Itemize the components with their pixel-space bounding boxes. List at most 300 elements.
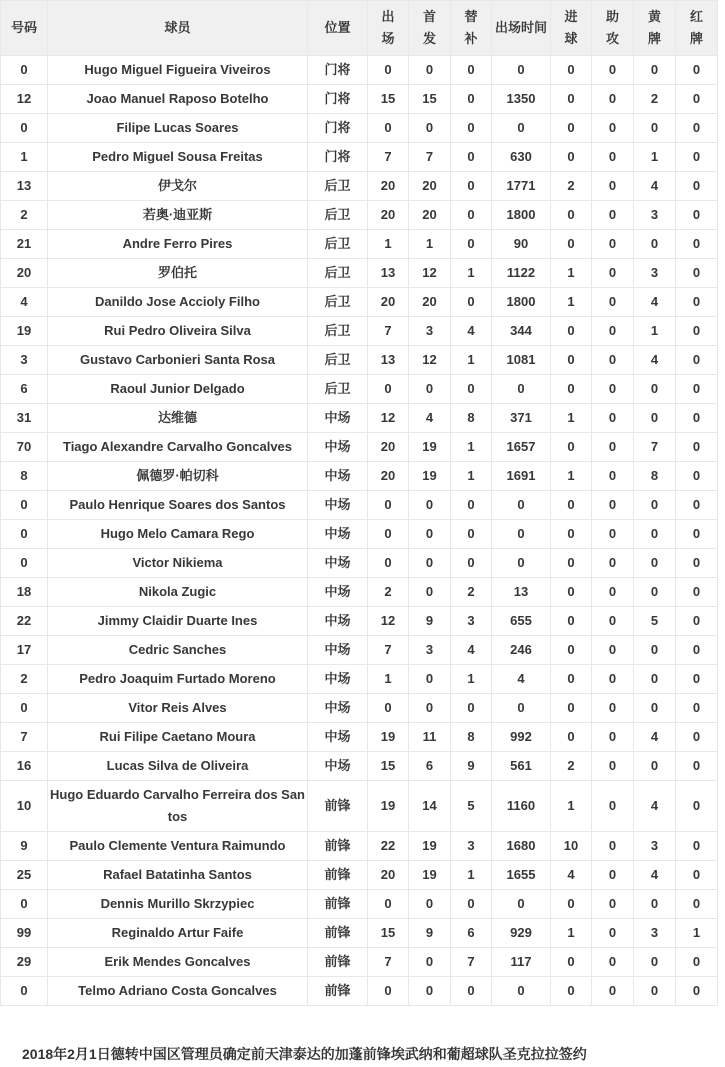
cell-goals: 0 <box>551 114 592 143</box>
cell-goals: 0 <box>551 578 592 607</box>
cell-yellow-cards: 0 <box>634 948 676 977</box>
cell-starts: 11 <box>409 723 451 752</box>
cell-position: 中场 <box>308 723 368 752</box>
cell-red-cards: 0 <box>676 607 718 636</box>
cell-starts: 3 <box>409 317 451 346</box>
cell-appearances: 20 <box>368 201 409 230</box>
cell-yellow-cards: 0 <box>634 491 676 520</box>
cell-player: Hugo Melo Camara Rego <box>48 520 308 549</box>
cell-player: 达维德 <box>48 404 308 433</box>
cell-position: 中场 <box>308 636 368 665</box>
cell-goals: 0 <box>551 317 592 346</box>
cell-number: 17 <box>1 636 48 665</box>
cell-position: 后卫 <box>308 317 368 346</box>
cell-position: 后卫 <box>308 201 368 230</box>
cell-sub: 0 <box>451 375 492 404</box>
cell-starts: 12 <box>409 259 451 288</box>
cell-red-cards: 0 <box>676 977 718 1006</box>
cell-sub: 6 <box>451 919 492 948</box>
cell-appearances: 15 <box>368 919 409 948</box>
cell-goals: 0 <box>551 890 592 919</box>
cell-sub: 0 <box>451 288 492 317</box>
cell-position: 前锋 <box>308 948 368 977</box>
cell-minutes: 117 <box>492 948 551 977</box>
cell-yellow-cards: 0 <box>634 694 676 723</box>
cell-minutes: 0 <box>492 114 551 143</box>
cell-minutes: 992 <box>492 723 551 752</box>
cell-sub: 0 <box>451 85 492 114</box>
cell-position: 门将 <box>308 143 368 172</box>
cell-assists: 0 <box>592 549 634 578</box>
cell-red-cards: 0 <box>676 346 718 375</box>
column-header-starts <box>409 1 451 56</box>
cell-number: 12 <box>1 85 48 114</box>
table-row <box>1 172 718 201</box>
table-row <box>1 491 718 520</box>
cell-sub: 0 <box>451 201 492 230</box>
cell-player: Reginaldo Artur Faife <box>48 919 308 948</box>
cell-starts: 20 <box>409 288 451 317</box>
cell-minutes: 4 <box>492 665 551 694</box>
cell-position: 中场 <box>308 433 368 462</box>
cell-player: Paulo Clemente Ventura Raimundo <box>48 832 308 861</box>
cell-sub: 0 <box>451 694 492 723</box>
column-header-label: 红牌 <box>689 9 703 46</box>
header-row <box>1 1 718 56</box>
cell-sub: 1 <box>451 346 492 375</box>
cell-starts: 19 <box>409 832 451 861</box>
cell-yellow-cards: 4 <box>634 861 676 890</box>
cell-sub: 1 <box>451 665 492 694</box>
cell-minutes: 1081 <box>492 346 551 375</box>
cell-number: 4 <box>1 288 48 317</box>
cell-yellow-cards: 0 <box>634 752 676 781</box>
cell-assists: 0 <box>592 578 634 607</box>
cell-position: 中场 <box>308 549 368 578</box>
table-row <box>1 977 718 1006</box>
cell-number: 22 <box>1 607 48 636</box>
cell-number: 13 <box>1 172 48 201</box>
cell-player: 佩德罗·帕切科 <box>48 462 308 491</box>
cell-assists: 0 <box>592 346 634 375</box>
cell-starts: 0 <box>409 520 451 549</box>
cell-goals: 0 <box>551 607 592 636</box>
cell-minutes: 1800 <box>492 201 551 230</box>
cell-goals: 0 <box>551 375 592 404</box>
table-row <box>1 56 718 85</box>
cell-sub: 0 <box>451 143 492 172</box>
cell-sub: 3 <box>451 607 492 636</box>
cell-minutes: 1680 <box>492 832 551 861</box>
cell-sub: 0 <box>451 230 492 259</box>
cell-minutes: 0 <box>492 694 551 723</box>
cell-goals: 0 <box>551 723 592 752</box>
cell-yellow-cards: 0 <box>634 114 676 143</box>
cell-appearances: 7 <box>368 143 409 172</box>
cell-sub: 0 <box>451 491 492 520</box>
cell-minutes: 0 <box>492 56 551 85</box>
cell-appearances: 19 <box>368 723 409 752</box>
cell-starts: 20 <box>409 201 451 230</box>
cell-red-cards: 0 <box>676 462 718 491</box>
cell-number: 0 <box>1 520 48 549</box>
cell-red-cards: 0 <box>676 520 718 549</box>
cell-starts: 4 <box>409 404 451 433</box>
cell-player: Filipe Lucas Soares <box>48 114 308 143</box>
cell-number: 0 <box>1 56 48 85</box>
cell-goals: 0 <box>551 433 592 462</box>
cell-minutes: 246 <box>492 636 551 665</box>
cell-number: 25 <box>1 861 48 890</box>
cell-minutes: 929 <box>492 919 551 948</box>
cell-goals: 0 <box>551 56 592 85</box>
table-row <box>1 861 718 890</box>
cell-assists: 0 <box>592 919 634 948</box>
cell-sub: 2 <box>451 578 492 607</box>
cell-position: 后卫 <box>308 288 368 317</box>
cell-goals: 2 <box>551 172 592 201</box>
cell-yellow-cards: 5 <box>634 607 676 636</box>
cell-minutes: 0 <box>492 977 551 1006</box>
column-header-yellow-cards <box>634 1 676 56</box>
cell-player: Pedro Miguel Sousa Freitas <box>48 143 308 172</box>
cell-red-cards: 0 <box>676 259 718 288</box>
cell-minutes: 561 <box>492 752 551 781</box>
cell-appearances: 0 <box>368 491 409 520</box>
cell-appearances: 0 <box>368 520 409 549</box>
column-header-position: 位置 <box>308 1 368 56</box>
cell-minutes: 630 <box>492 143 551 172</box>
cell-yellow-cards: 2 <box>634 85 676 114</box>
cell-number: 3 <box>1 346 48 375</box>
cell-player: Rui Filipe Caetano Moura <box>48 723 308 752</box>
table-row <box>1 201 718 230</box>
cell-sub: 5 <box>451 781 492 832</box>
cell-red-cards: 0 <box>676 832 718 861</box>
cell-yellow-cards: 0 <box>634 636 676 665</box>
cell-position: 前锋 <box>308 832 368 861</box>
cell-sub: 7 <box>451 948 492 977</box>
cell-starts: 6 <box>409 752 451 781</box>
cell-position: 中场 <box>308 520 368 549</box>
cell-starts: 0 <box>409 977 451 1006</box>
cell-red-cards: 0 <box>676 578 718 607</box>
cell-appearances: 7 <box>368 636 409 665</box>
cell-player: Pedro Joaquim Furtado Moreno <box>48 665 308 694</box>
cell-appearances: 12 <box>368 607 409 636</box>
cell-starts: 9 <box>409 607 451 636</box>
cell-position: 后卫 <box>308 346 368 375</box>
cell-starts: 0 <box>409 890 451 919</box>
cell-appearances: 0 <box>368 694 409 723</box>
cell-starts: 19 <box>409 433 451 462</box>
cell-player: Nikola Zugic <box>48 578 308 607</box>
cell-assists: 0 <box>592 317 634 346</box>
cell-number: 18 <box>1 578 48 607</box>
cell-minutes: 0 <box>492 375 551 404</box>
cell-position: 中场 <box>308 694 368 723</box>
cell-yellow-cards: 0 <box>634 375 676 404</box>
cell-minutes: 1771 <box>492 172 551 201</box>
cell-number: 21 <box>1 230 48 259</box>
cell-goals: 1 <box>551 919 592 948</box>
cell-position: 门将 <box>308 56 368 85</box>
cell-appearances: 20 <box>368 433 409 462</box>
cell-starts: 19 <box>409 861 451 890</box>
cell-appearances: 7 <box>368 317 409 346</box>
cell-sub: 0 <box>451 549 492 578</box>
cell-yellow-cards: 4 <box>634 172 676 201</box>
cell-assists: 0 <box>592 201 634 230</box>
cell-yellow-cards: 0 <box>634 578 676 607</box>
cell-position: 前锋 <box>308 919 368 948</box>
cell-appearances: 20 <box>368 172 409 201</box>
cell-red-cards: 0 <box>676 433 718 462</box>
cell-position: 中场 <box>308 578 368 607</box>
cell-yellow-cards: 3 <box>634 259 676 288</box>
cell-sub: 0 <box>451 172 492 201</box>
cell-appearances: 7 <box>368 948 409 977</box>
cell-position: 后卫 <box>308 259 368 288</box>
table-row <box>1 781 718 832</box>
cell-position: 后卫 <box>308 172 368 201</box>
cell-yellow-cards: 0 <box>634 56 676 85</box>
table-row <box>1 259 718 288</box>
cell-position: 后卫 <box>308 375 368 404</box>
table-row <box>1 433 718 462</box>
cell-red-cards: 0 <box>676 85 718 114</box>
cell-sub: 0 <box>451 114 492 143</box>
cell-goals: 0 <box>551 694 592 723</box>
cell-minutes: 0 <box>492 890 551 919</box>
cell-starts: 12 <box>409 346 451 375</box>
column-header-goals <box>551 1 592 56</box>
table-row <box>1 230 718 259</box>
cell-sub: 4 <box>451 317 492 346</box>
cell-starts: 3 <box>409 636 451 665</box>
column-header-label: 助攻 <box>605 9 619 46</box>
cell-player: Rui Pedro Oliveira Silva <box>48 317 308 346</box>
cell-player: Tiago Alexandre Carvalho Goncalves <box>48 433 308 462</box>
cell-appearances: 0 <box>368 114 409 143</box>
cell-player: Jimmy Claidir Duarte Ines <box>48 607 308 636</box>
cell-red-cards: 0 <box>676 404 718 433</box>
cell-appearances: 20 <box>368 861 409 890</box>
cell-number: 0 <box>1 890 48 919</box>
cell-sub: 0 <box>451 977 492 1006</box>
cell-assists: 0 <box>592 375 634 404</box>
cell-red-cards: 0 <box>676 890 718 919</box>
cell-appearances: 22 <box>368 832 409 861</box>
cell-position: 中场 <box>308 491 368 520</box>
cell-assists: 0 <box>592 114 634 143</box>
cell-position: 前锋 <box>308 861 368 890</box>
table-row <box>1 607 718 636</box>
cell-appearances: 0 <box>368 375 409 404</box>
column-header-appearances <box>368 1 409 56</box>
cell-starts: 14 <box>409 781 451 832</box>
cell-yellow-cards: 4 <box>634 288 676 317</box>
cell-appearances: 1 <box>368 665 409 694</box>
cell-starts: 1 <box>409 230 451 259</box>
cell-number: 70 <box>1 433 48 462</box>
cell-appearances: 0 <box>368 56 409 85</box>
cell-number: 8 <box>1 462 48 491</box>
table-row <box>1 890 718 919</box>
table-row <box>1 948 718 977</box>
cell-player: Paulo Henrique Soares dos Santos <box>48 491 308 520</box>
cell-goals: 4 <box>551 861 592 890</box>
cell-starts: 15 <box>409 85 451 114</box>
cell-minutes: 1800 <box>492 288 551 317</box>
cell-player: Dennis Murillo Skrzypiec <box>48 890 308 919</box>
cell-yellow-cards: 0 <box>634 520 676 549</box>
cell-goals: 0 <box>551 201 592 230</box>
column-header-label: 首发 <box>422 9 436 46</box>
cell-minutes: 1657 <box>492 433 551 462</box>
cell-sub: 0 <box>451 520 492 549</box>
cell-sub: 3 <box>451 832 492 861</box>
table-row <box>1 404 718 433</box>
cell-minutes: 90 <box>492 230 551 259</box>
cell-yellow-cards: 4 <box>634 346 676 375</box>
cell-minutes: 1691 <box>492 462 551 491</box>
cell-goals: 0 <box>551 549 592 578</box>
cell-number: 0 <box>1 491 48 520</box>
table-row <box>1 462 718 491</box>
cell-assists: 0 <box>592 259 634 288</box>
cell-number: 31 <box>1 404 48 433</box>
cell-red-cards: 0 <box>676 723 718 752</box>
cell-position: 中场 <box>308 665 368 694</box>
cell-player: 伊戈尔 <box>48 172 308 201</box>
cell-goals: 0 <box>551 230 592 259</box>
cell-red-cards: 0 <box>676 549 718 578</box>
cell-red-cards: 0 <box>676 948 718 977</box>
cell-position: 中场 <box>308 752 368 781</box>
cell-red-cards: 0 <box>676 375 718 404</box>
cell-sub: 1 <box>451 462 492 491</box>
cell-goals: 0 <box>551 85 592 114</box>
cell-assists: 0 <box>592 491 634 520</box>
footer-note: 2018年2月1日德转中国区管理员确定前天津泰达的加蓬前锋埃武纳和葡超球队圣克拉拉签约 <box>22 1046 587 1062</box>
cell-yellow-cards: 3 <box>634 832 676 861</box>
cell-assists: 0 <box>592 665 634 694</box>
table-row <box>1 832 718 861</box>
cell-appearances: 19 <box>368 781 409 832</box>
cell-assists: 0 <box>592 636 634 665</box>
cell-assists: 0 <box>592 288 634 317</box>
column-header-assists <box>592 1 634 56</box>
cell-red-cards: 0 <box>676 636 718 665</box>
cell-minutes: 1655 <box>492 861 551 890</box>
cell-starts: 19 <box>409 462 451 491</box>
cell-red-cards: 0 <box>676 143 718 172</box>
cell-sub: 4 <box>451 636 492 665</box>
cell-starts: 0 <box>409 491 451 520</box>
cell-appearances: 0 <box>368 977 409 1006</box>
cell-starts: 0 <box>409 665 451 694</box>
column-header-label: 黄牌 <box>647 9 661 46</box>
cell-yellow-cards: 4 <box>634 781 676 832</box>
cell-red-cards: 0 <box>676 317 718 346</box>
cell-goals: 0 <box>551 665 592 694</box>
cell-minutes: 0 <box>492 549 551 578</box>
cell-yellow-cards: 0 <box>634 549 676 578</box>
cell-assists: 0 <box>592 861 634 890</box>
cell-assists: 0 <box>592 85 634 114</box>
cell-appearances: 12 <box>368 404 409 433</box>
cell-yellow-cards: 3 <box>634 201 676 230</box>
cell-sub: 9 <box>451 752 492 781</box>
cell-yellow-cards: 8 <box>634 462 676 491</box>
cell-number: 2 <box>1 201 48 230</box>
cell-assists: 0 <box>592 723 634 752</box>
cell-starts: 0 <box>409 114 451 143</box>
cell-red-cards: 0 <box>676 781 718 832</box>
cell-yellow-cards: 4 <box>634 723 676 752</box>
cell-assists: 0 <box>592 948 634 977</box>
cell-assists: 0 <box>592 832 634 861</box>
cell-assists: 0 <box>592 462 634 491</box>
cell-appearances: 2 <box>368 578 409 607</box>
cell-yellow-cards: 1 <box>634 143 676 172</box>
cell-red-cards: 0 <box>676 861 718 890</box>
cell-appearances: 13 <box>368 346 409 375</box>
cell-starts: 0 <box>409 549 451 578</box>
cell-number: 6 <box>1 375 48 404</box>
cell-player: Gustavo Carbonieri Santa Rosa <box>48 346 308 375</box>
cell-red-cards: 0 <box>676 56 718 85</box>
cell-minutes: 1160 <box>492 781 551 832</box>
column-header-player: 球员 <box>48 1 308 56</box>
cell-minutes: 371 <box>492 404 551 433</box>
cell-assists: 0 <box>592 230 634 259</box>
cell-sub: 8 <box>451 404 492 433</box>
cell-position: 前锋 <box>308 890 368 919</box>
cell-yellow-cards: 7 <box>634 433 676 462</box>
cell-goals: 10 <box>551 832 592 861</box>
table-row <box>1 288 718 317</box>
table-row <box>1 346 718 375</box>
cell-number: 0 <box>1 694 48 723</box>
cell-assists: 0 <box>592 890 634 919</box>
cell-goals: 0 <box>551 491 592 520</box>
cell-number: 1 <box>1 143 48 172</box>
cell-starts: 7 <box>409 143 451 172</box>
column-header-minutes: 出场时间 <box>492 1 551 56</box>
cell-appearances: 13 <box>368 259 409 288</box>
column-header-number: 号码 <box>1 1 48 56</box>
cell-number: 99 <box>1 919 48 948</box>
cell-player: 罗伯托 <box>48 259 308 288</box>
column-header-label: 进球 <box>564 9 578 46</box>
cell-assists: 0 <box>592 781 634 832</box>
cell-player: Lucas Silva de Oliveira <box>48 752 308 781</box>
cell-player: Victor Nikiema <box>48 549 308 578</box>
cell-player: Cedric Sanches <box>48 636 308 665</box>
cell-goals: 0 <box>551 520 592 549</box>
cell-assists: 0 <box>592 752 634 781</box>
cell-appearances: 15 <box>368 85 409 114</box>
table-row <box>1 694 718 723</box>
cell-goals: 1 <box>551 404 592 433</box>
cell-goals: 0 <box>551 636 592 665</box>
cell-player: Vitor Reis Alves <box>48 694 308 723</box>
cell-number: 10 <box>1 781 48 832</box>
cell-player: Joao Manuel Raposo Botelho <box>48 85 308 114</box>
cell-number: 0 <box>1 977 48 1006</box>
